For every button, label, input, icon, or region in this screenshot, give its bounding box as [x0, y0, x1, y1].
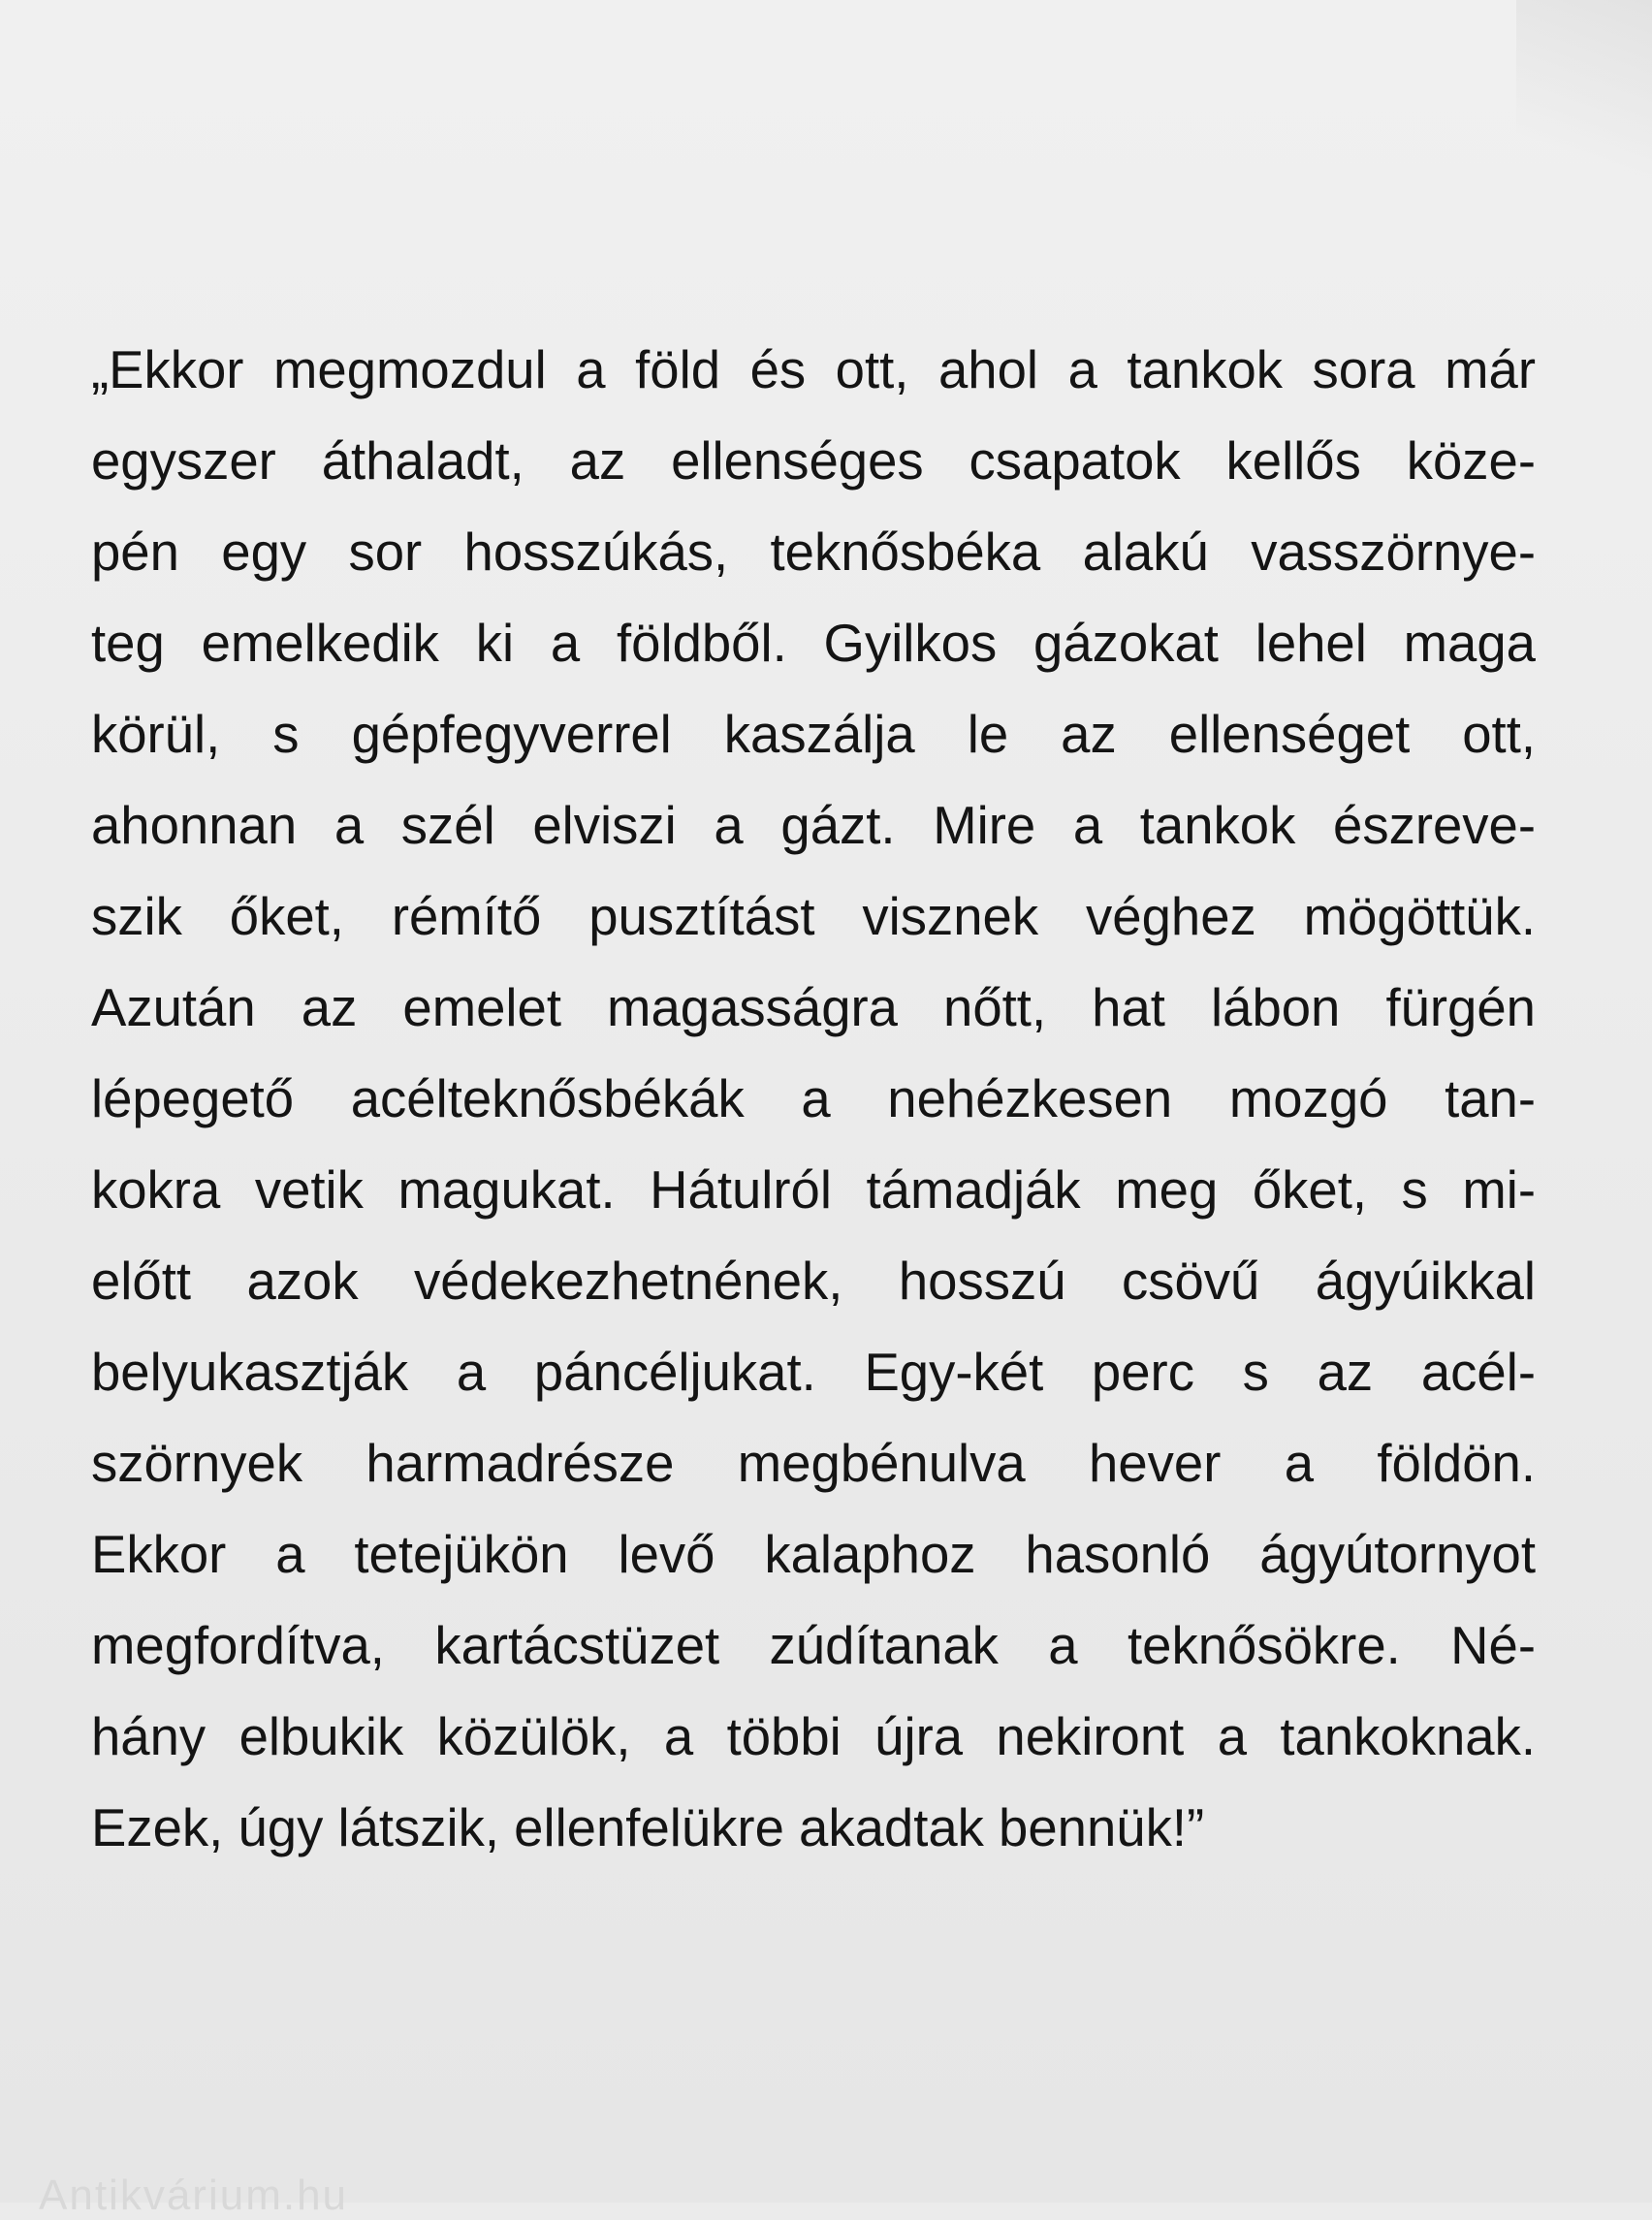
paragraph-line: teg emelkedik ki a földből. Gyilkos gázokat lehel maga [91, 614, 1536, 673]
paragraph-line: lépegető acélteknősbékák a nehézkesen mozgó tan- [91, 1069, 1536, 1128]
paragraph-line: Azután az emelet magasságra nőtt, hat lábon fürgén [91, 978, 1536, 1037]
paragraph-line: körül, s gépfegyverrel kaszálja le az ellenséget ott, [91, 705, 1536, 764]
paragraph-line: Ekkor a tetejükön levő kalaphoz hasonló ágyútornyot [91, 1525, 1536, 1584]
page-corner-shade [1516, 0, 1652, 213]
paragraph-last-line: Ezek, úgy látszik, ellenfelükre akadtak bennük!” [91, 1798, 1205, 1857]
paragraph-line: „Ekkor megmozdul a föld és ott, ahol a tankok sora már [91, 340, 1536, 399]
watermark: Antikvárium.hu [39, 2172, 349, 2219]
paragraph-line: hány elbukik közülök, a többi újra nekiront a tankoknak. [91, 1707, 1536, 1766]
paragraph-line: belyukasztják a páncéljukat. Egy-két perc s az acél- [91, 1343, 1536, 1402]
quote-paragraph [91, 325, 1536, 1874]
paragraph-line: szörnyek harmadrésze megbénulva hever a földön. [91, 1434, 1536, 1493]
paragraph-line: megfordítva, kartácstüzet zúdítanak a teknősökre. Né- [91, 1616, 1536, 1675]
paragraph-line: előtt azok védekezhetnének, hosszú csövű ágyúikkal [91, 1252, 1536, 1311]
paragraph-line: egyszer áthaladt, az ellenséges csapatok kellős köze- [91, 431, 1536, 491]
paragraph-line: szik őket, rémítő pusztítást visznek véghez mögöttük. [91, 887, 1536, 946]
paragraph-line: kokra vetik magukat. Hátulról támadják meg őket, s mi- [91, 1160, 1536, 1220]
paragraph-line: pén egy sor hosszúkás, teknősbéka alakú vasszörnye- [91, 523, 1536, 582]
paragraph-line: ahonnan a szél elviszi a gázt. Mire a tankok észreve- [91, 796, 1536, 855]
